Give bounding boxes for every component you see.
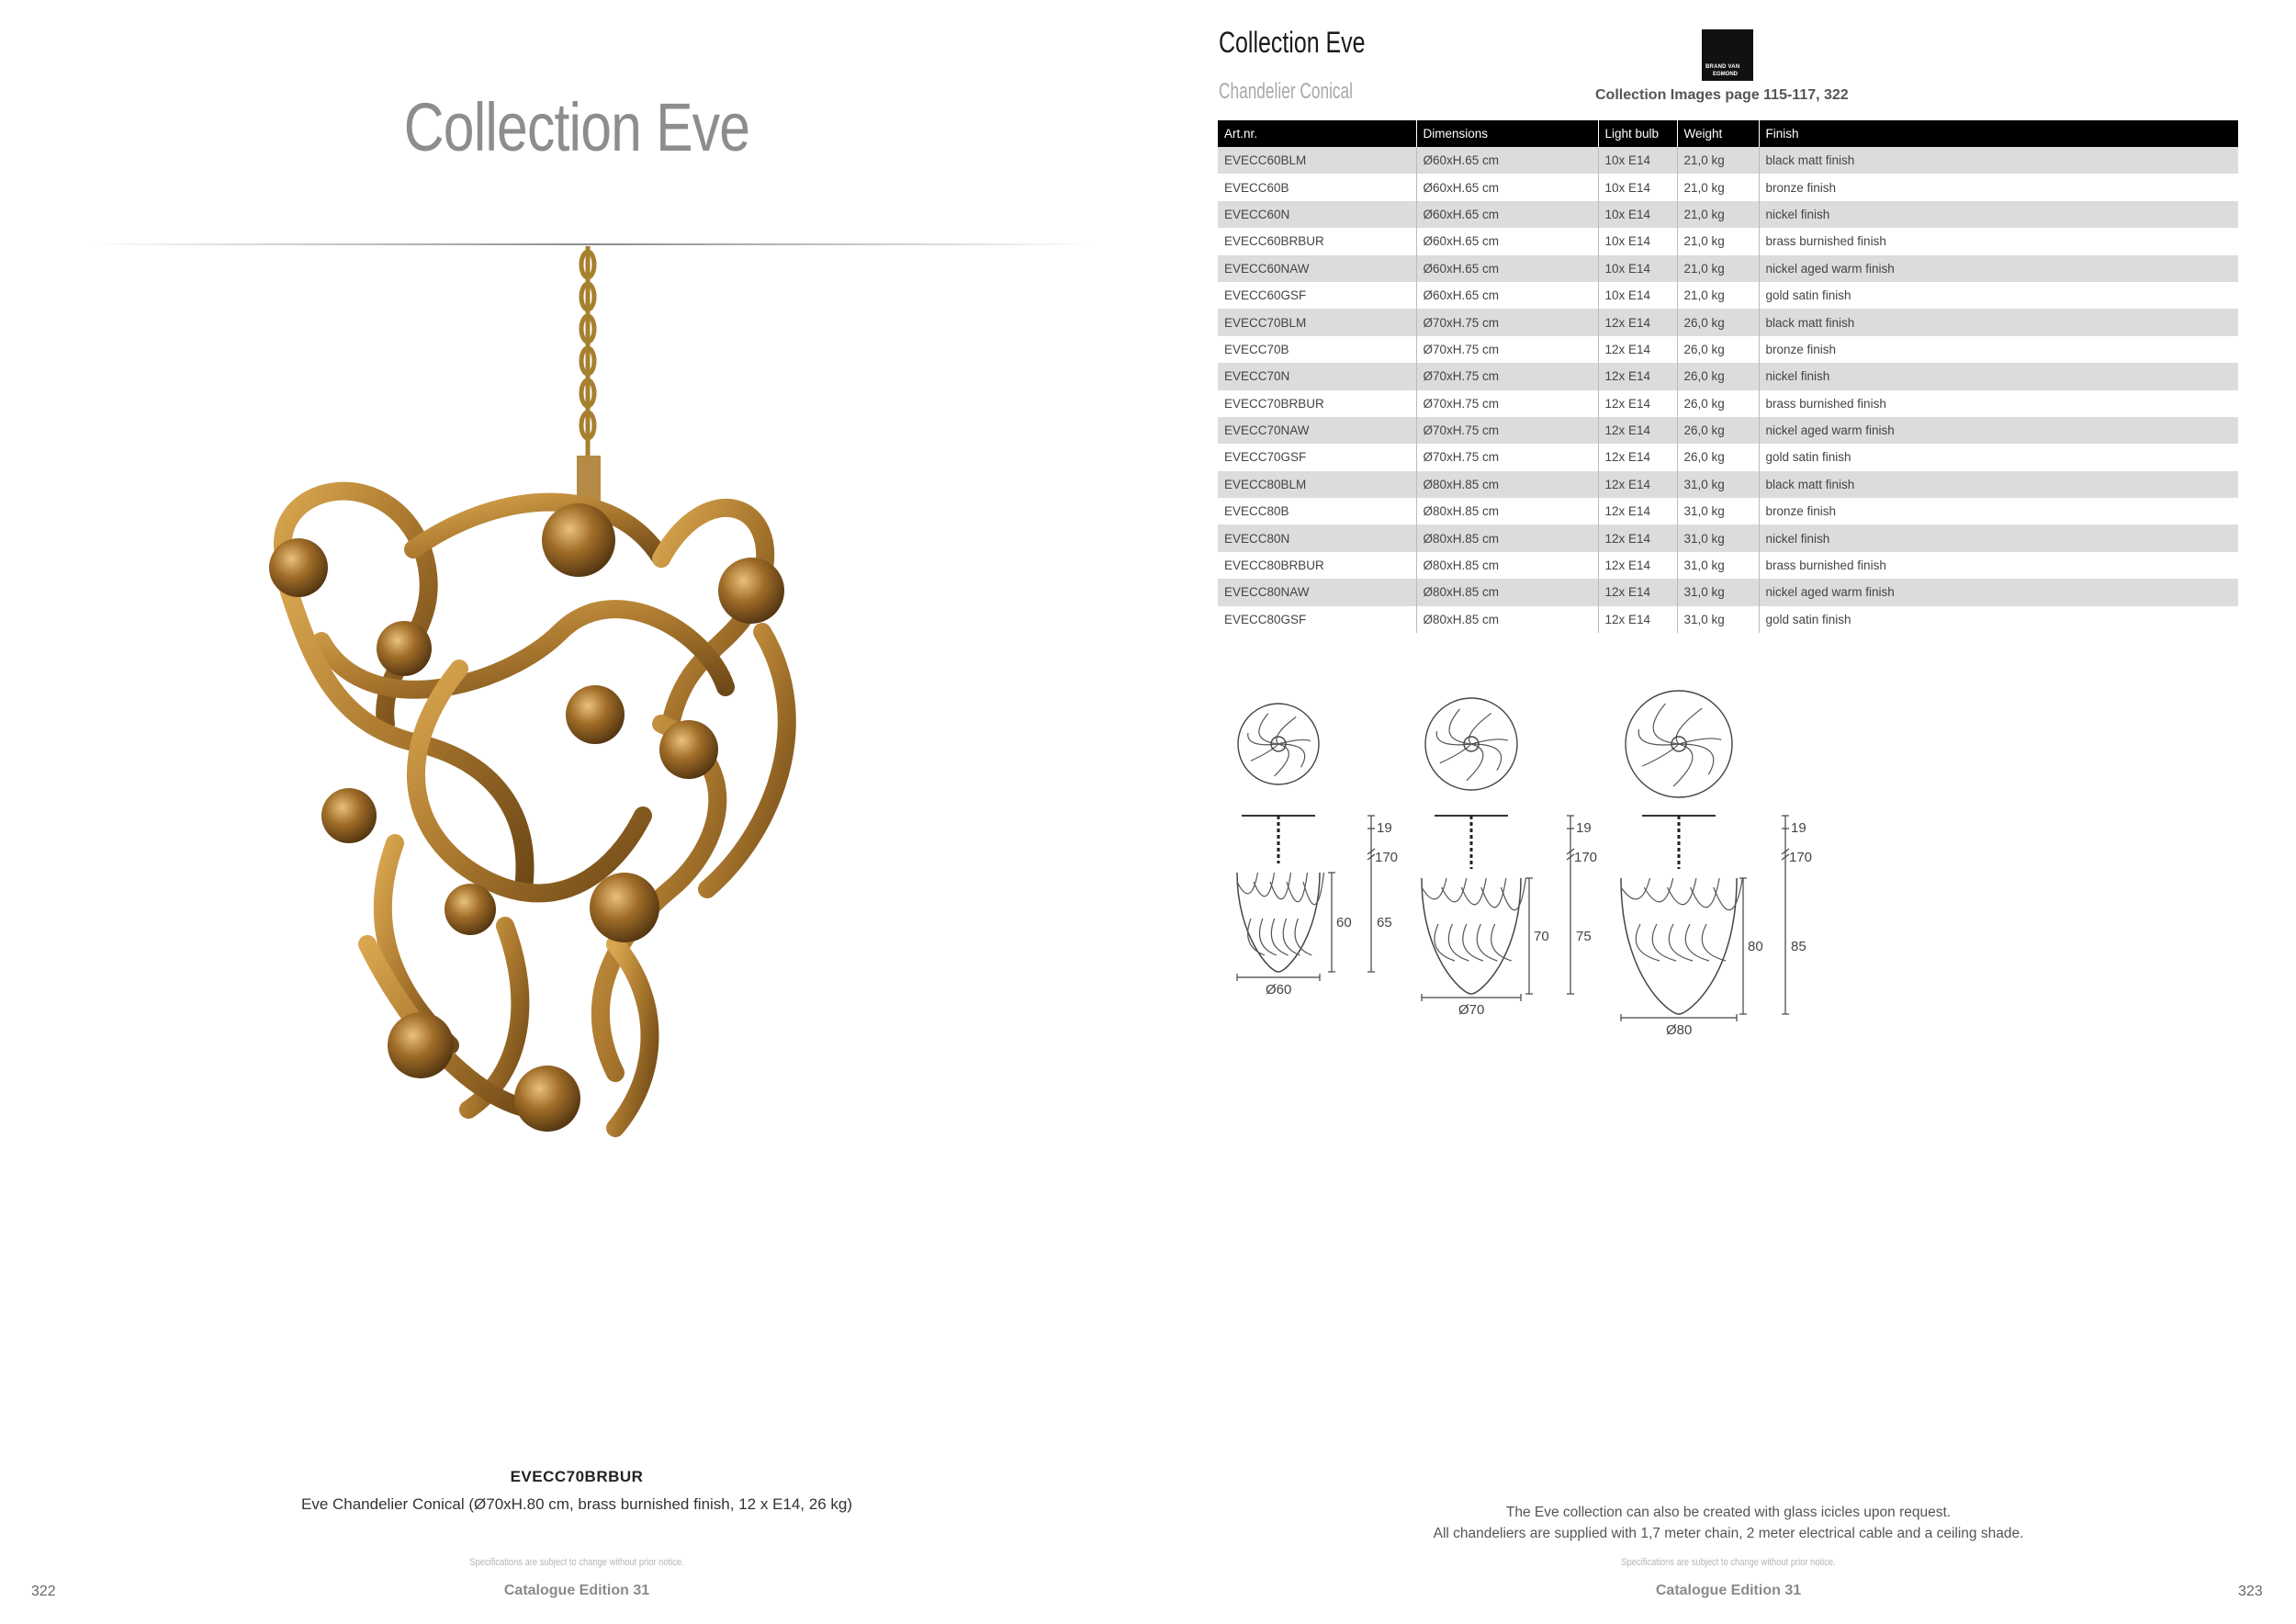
cell-artnr: EVECC70N bbox=[1218, 363, 1416, 389]
cell-finish: black matt finish bbox=[1759, 471, 2238, 498]
cell-finish: brass burnished finish bbox=[1759, 390, 2238, 417]
note-glass-icicles: The Eve collection can also be created with glass icicles upon request. bbox=[1505, 1505, 1952, 1520]
left-page-title: Collection Eve bbox=[403, 89, 750, 165]
product-code-caption: EVECC70BRBUR bbox=[510, 1468, 644, 1485]
right-page-subtitle: Chandelier Conical bbox=[1219, 79, 1354, 104]
table-row bbox=[1218, 471, 2238, 498]
cell-light-bulb: 10x E14 bbox=[1598, 147, 1677, 174]
dim-diameter-label: Ø60 bbox=[1266, 982, 1292, 998]
cell-finish: nickel finish bbox=[1759, 201, 2238, 228]
cell-dimensions: Ø70xH.75 cm bbox=[1416, 336, 1598, 363]
catalogue-edition-right: Catalogue Edition 31 bbox=[1655, 1583, 1802, 1598]
cell-dimensions: Ø60xH.65 cm bbox=[1416, 282, 1598, 309]
drawing-d60 bbox=[1237, 704, 1398, 998]
table-row bbox=[1218, 579, 2238, 605]
dimension-drawings bbox=[1212, 680, 1855, 1047]
table-row bbox=[1218, 228, 2238, 254]
cell-artnr: EVECC80N bbox=[1218, 524, 1416, 551]
cell-dimensions: Ø80xH.85 cm bbox=[1416, 579, 1598, 605]
table-row bbox=[1218, 309, 2238, 335]
cell-dimensions: Ø60xH.65 cm bbox=[1416, 147, 1598, 174]
dim-chain-label: 170 bbox=[1789, 850, 1813, 865]
cell-artnr: EVECC60BRBUR bbox=[1224, 234, 1324, 249]
spec-notice-right: Specifications are subject to change without prior notice. bbox=[1621, 1557, 1836, 1568]
cell-finish: gold satin finish bbox=[1759, 282, 2238, 309]
cell-dimensions: Ø60xH.65 cm bbox=[1416, 255, 1598, 282]
right-page-title: Collection Eve bbox=[1219, 26, 1366, 59]
title-divider bbox=[87, 243, 1097, 245]
cell-weight: 26,0 kg bbox=[1677, 444, 1759, 470]
table-row bbox=[1218, 174, 2238, 200]
dim-top-label: 19 bbox=[1791, 820, 1806, 836]
cell-artnr: EVECC60NAW bbox=[1218, 255, 1416, 282]
cell-artnr: EVECC80GSF bbox=[1224, 612, 1307, 626]
table-row bbox=[1218, 147, 2238, 174]
cell-artnr: EVECC70GSF bbox=[1224, 450, 1307, 465]
table-row bbox=[1218, 524, 2238, 551]
cell-finish: black matt finish bbox=[1759, 309, 2238, 335]
table-row bbox=[1218, 390, 2238, 417]
drawing-d70 bbox=[1422, 698, 1597, 1018]
cell-light-bulb: 10x E14 bbox=[1598, 228, 1677, 254]
cell-artnr: EVECC60N bbox=[1218, 201, 1416, 228]
dim-top-label: 19 bbox=[1377, 820, 1392, 836]
dim-chain-label: 170 bbox=[1375, 850, 1399, 865]
cell-finish: bronze finish bbox=[1759, 336, 2238, 363]
cell-finish: nickel finish bbox=[1759, 363, 2238, 389]
cell-artnr: EVECC80BRBUR bbox=[1224, 558, 1324, 573]
cell-light-bulb: 12x E14 bbox=[1598, 552, 1677, 579]
cell-weight: 31,0 kg bbox=[1677, 552, 1759, 579]
note-supplied-with: All chandeliers are supplied with 1,7 meter chain, 2 meter electrical cable and a ceiling shade. bbox=[1433, 1526, 2024, 1541]
table-row bbox=[1218, 498, 2238, 524]
cell-dimensions: Ø80xH.85 cm bbox=[1416, 552, 1598, 579]
cell-finish: brass burnished finish bbox=[1759, 552, 2238, 579]
cell-artnr: EVECC60GSF bbox=[1224, 288, 1307, 303]
cell-weight: 26,0 kg bbox=[1677, 363, 1759, 389]
cell-artnr: EVECC70BLM bbox=[1218, 309, 1416, 335]
cell-weight: 31,0 kg bbox=[1677, 579, 1759, 605]
cell-artnr: EVECC80BLM bbox=[1218, 471, 1416, 498]
cell-finish: nickel finish bbox=[1759, 524, 2238, 551]
cell-finish: nickel aged warm finish bbox=[1759, 417, 2238, 444]
cell-dimensions: Ø80xH.85 cm bbox=[1416, 471, 1598, 498]
cell-finish: nickel aged warm finish bbox=[1759, 579, 2238, 605]
cell-weight: 21,0 kg bbox=[1677, 201, 1759, 228]
table-row bbox=[1218, 336, 2238, 363]
cell-weight: 21,0 kg bbox=[1677, 255, 1759, 282]
cell-weight: 31,0 kg bbox=[1677, 606, 1759, 633]
brand-logo bbox=[1702, 29, 1753, 81]
cell-weight: 26,0 kg bbox=[1677, 390, 1759, 417]
catalogue-edition-left: Catalogue Edition 31 bbox=[503, 1583, 650, 1598]
cell-light-bulb: 12x E14 bbox=[1598, 524, 1677, 551]
header-light-bulb: Light bulb bbox=[1598, 120, 1677, 147]
cell-light-bulb: 12x E14 bbox=[1598, 363, 1677, 389]
dim-diameter-label: Ø80 bbox=[1666, 1022, 1693, 1038]
cell-artnr: EVECC80NAW bbox=[1218, 579, 1416, 605]
dim-total-label: 75 bbox=[1576, 929, 1592, 944]
cell-dimensions: Ø70xH.75 cm bbox=[1416, 444, 1598, 470]
cell-weight: 26,0 kg bbox=[1677, 417, 1759, 444]
dim-chain-label: 170 bbox=[1574, 850, 1598, 865]
cell-finish: black matt finish bbox=[1759, 147, 2238, 174]
cell-finish: gold satin finish bbox=[1759, 606, 2238, 633]
cell-weight: 21,0 kg bbox=[1677, 228, 1759, 254]
product-description-caption: Eve Chandelier Conical (Ø70xH.80 cm, brass burnished finish, 12 x E14, 26 kg) bbox=[300, 1495, 853, 1513]
cell-artnr: EVECC60BLM bbox=[1218, 147, 1416, 174]
cell-dimensions: Ø70xH.75 cm bbox=[1416, 390, 1598, 417]
table-row bbox=[1218, 552, 2238, 579]
cell-light-bulb: 12x E14 bbox=[1598, 471, 1677, 498]
dim-body-label: 60 bbox=[1336, 915, 1352, 930]
header-artnr: Art.nr. bbox=[1218, 120, 1416, 147]
cell-weight: 26,0 kg bbox=[1677, 336, 1759, 363]
cell-finish: nickel aged warm finish bbox=[1759, 255, 2238, 282]
cell-artnr: EVECC80B bbox=[1224, 504, 1289, 519]
logo-line2: EGMOND bbox=[1713, 72, 1738, 77]
cell-dimensions: Ø80xH.85 cm bbox=[1416, 606, 1598, 633]
cell-light-bulb: 10x E14 bbox=[1598, 201, 1677, 228]
cell-weight: 31,0 kg bbox=[1677, 471, 1759, 498]
header-dimensions: Dimensions bbox=[1416, 120, 1598, 147]
page-number-right: 323 bbox=[2238, 1584, 2263, 1599]
cell-light-bulb: 12x E14 bbox=[1598, 309, 1677, 335]
cell-weight: 21,0 kg bbox=[1677, 174, 1759, 200]
cell-dimensions: Ø60xH.65 cm bbox=[1416, 228, 1598, 254]
drawing-d80 bbox=[1621, 691, 1812, 1038]
cell-light-bulb: 12x E14 bbox=[1598, 390, 1677, 417]
spec-notice-left: Specifications are subject to change without prior notice. bbox=[469, 1557, 684, 1568]
cell-light-bulb: 12x E14 bbox=[1598, 417, 1677, 444]
header-weight: Weight bbox=[1677, 120, 1759, 147]
cell-weight: 31,0 kg bbox=[1677, 524, 1759, 551]
cell-light-bulb: 10x E14 bbox=[1598, 174, 1677, 200]
table-row bbox=[1218, 417, 2238, 444]
spec-table bbox=[1218, 120, 2238, 633]
cell-dimensions: Ø70xH.75 cm bbox=[1416, 417, 1598, 444]
cell-artnr: EVECC70NAW bbox=[1218, 417, 1416, 444]
chandelier-photo bbox=[230, 246, 946, 1220]
cell-weight: 26,0 kg bbox=[1677, 309, 1759, 335]
cell-light-bulb: 12x E14 bbox=[1598, 606, 1677, 633]
dim-top-label: 19 bbox=[1576, 820, 1592, 836]
collection-images-reference: Collection Images page 115-117, 322 bbox=[1595, 87, 1849, 103]
cell-dimensions: Ø70xH.75 cm bbox=[1416, 363, 1598, 389]
table-row bbox=[1218, 444, 2238, 470]
cell-dimensions: Ø60xH.65 cm bbox=[1416, 174, 1598, 200]
cell-finish: brass burnished finish bbox=[1759, 228, 2238, 254]
cell-light-bulb: 12x E14 bbox=[1598, 444, 1677, 470]
logo-line1: BRAND VAN bbox=[1705, 64, 1740, 70]
cell-light-bulb: 12x E14 bbox=[1598, 498, 1677, 524]
cell-light-bulb: 12x E14 bbox=[1598, 579, 1677, 605]
spec-table-header bbox=[1218, 120, 2238, 147]
table-row bbox=[1218, 363, 2238, 389]
table-row bbox=[1218, 282, 2238, 309]
cell-light-bulb: 10x E14 bbox=[1598, 282, 1677, 309]
cell-weight: 21,0 kg bbox=[1677, 282, 1759, 309]
cell-finish: bronze finish bbox=[1759, 174, 2238, 200]
dim-total-label: 65 bbox=[1377, 915, 1392, 930]
cell-light-bulb: 12x E14 bbox=[1598, 336, 1677, 363]
dim-body-label: 70 bbox=[1534, 929, 1549, 944]
table-row bbox=[1218, 255, 2238, 282]
cell-artnr: EVECC70B bbox=[1224, 342, 1289, 356]
cell-finish: bronze finish bbox=[1759, 498, 2238, 524]
dim-body-label: 80 bbox=[1748, 939, 1763, 954]
cell-artnr: EVECC70BRBUR bbox=[1224, 396, 1324, 411]
dim-total-label: 85 bbox=[1791, 939, 1806, 954]
table-row bbox=[1218, 201, 2238, 228]
header-finish: Finish bbox=[1759, 120, 2238, 147]
cell-dimensions: Ø80xH.85 cm bbox=[1416, 498, 1598, 524]
cell-weight: 21,0 kg bbox=[1677, 147, 1759, 174]
cell-dimensions: Ø60xH.65 cm bbox=[1416, 201, 1598, 228]
cell-dimensions: Ø70xH.75 cm bbox=[1416, 309, 1598, 335]
cell-finish: gold satin finish bbox=[1759, 444, 2238, 470]
cell-light-bulb: 10x E14 bbox=[1598, 255, 1677, 282]
cell-weight: 31,0 kg bbox=[1677, 498, 1759, 524]
table-row bbox=[1218, 606, 2238, 633]
dim-diameter-label: Ø70 bbox=[1458, 1002, 1485, 1018]
page-number-left: 322 bbox=[31, 1584, 56, 1599]
cell-artnr: EVECC60B bbox=[1224, 180, 1289, 195]
cell-dimensions: Ø80xH.85 cm bbox=[1416, 524, 1598, 551]
